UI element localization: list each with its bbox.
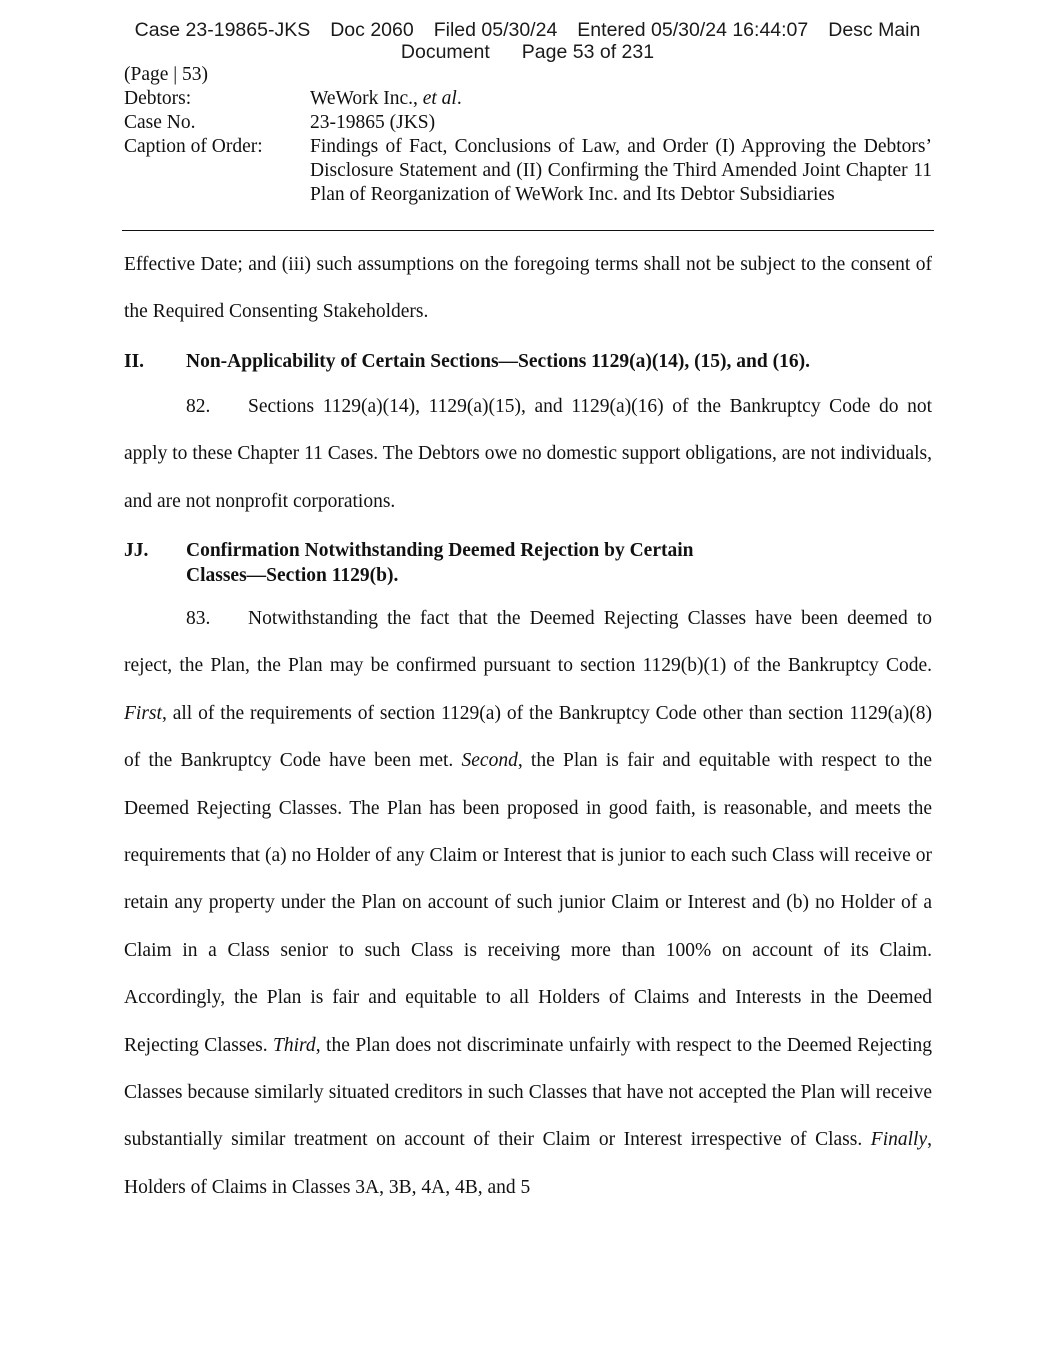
caption-order-title: Findings of Fact, Conclusions of Law, and Order (I) Approving the Debtors’ Disclosure Statement and (II) Confirming the Third Amended Joint Chapter 11 Plan of Reorganization of WeWork Inc. and Its Debtor Subsidiaries [310, 136, 932, 205]
paragraph-83-part-e: , Holders of Claims in Classes 3A, 3B, 4A, 4B, and 5 [124, 1129, 932, 1198]
paragraph-83-part-c: , the Plan is fair and equitable with respect to the Deemed Rejecting Classes. The Plan has been proposed in good faith, is reasonable, and meets the requirements that (a) no Holder of any Claim or Interest that is junior to each such Class will receive or retain any property under the Plan on account of such junior Claim or Interest and (b) no Holder of a Claim in a Class senior to such Class is receiving more than 100% on account of its Claim. Accordingly, the Plan is fair and equitable to all Holders of Claims and Interests in the Deemed Rejecting Classes. [124, 750, 932, 1056]
caption-case-no-label: Case No. [124, 112, 196, 133]
section-heading-jj-line-1: Confirmation Notwithstanding Deemed Rejection by Certain [186, 540, 694, 561]
ecf-document-label: Document [400, 41, 490, 63]
caption-debtors-value [310, 87, 932, 111]
section-heading-jj-line-2: Classes—Section 1129(b). [186, 565, 399, 586]
debtors-et-al: et al [422, 88, 457, 109]
ecf-header-line-1 [0, 19, 1055, 41]
ecf-case-number: Case 23-19865-JKS [134, 19, 311, 41]
caption-order-row [124, 135, 932, 207]
section-heading-ii-number: II. [124, 351, 145, 372]
caption-debtors-row [124, 87, 932, 111]
section-heading-ii-title: Non-Applicability of Certain Sections—Sections 1129(a)(14), (15), and (16). [186, 351, 810, 372]
ecf-filing-header [0, 19, 1055, 63]
continuation-paragraph: Effective Date; and (iii) such assumptions on the foregoing terms shall not be subject to the consent of the Required Consenting Stakeholders. [124, 254, 932, 323]
debtors-name: WeWork Inc., [310, 88, 418, 109]
caption-page-ref-row [124, 63, 932, 87]
paragraph-83-part-b: , all of the requirements of section 1129(a) of the Bankruptcy Code other than section 1129(a)(8) of the Bankruptcy Code have been met. [124, 702, 932, 772]
debtors-period: . [456, 88, 462, 109]
section-heading-jj-title [186, 538, 932, 588]
paragraph-82 [124, 383, 932, 525]
caption-divider [122, 230, 934, 231]
caption-case-no-row [124, 111, 932, 135]
ecf-page-count: Page 53 of 231 [521, 41, 655, 63]
paragraph-83-part-a: Notwithstanding the fact that the Deemed Rejecting Classes have been deemed to reject, the Plan, the Plan may be confirmed pursuant to section 1129(b)(1) of the Bankruptcy Code. [124, 608, 932, 677]
paragraph-83-finally: Finally [870, 1129, 928, 1151]
ecf-entered-date: Entered 05/30/24 16:44:07 [577, 19, 809, 41]
section-heading-ii [124, 349, 932, 374]
paragraph-82-number: 82. [186, 396, 211, 417]
section-heading-jj-number: JJ. [124, 540, 149, 561]
caption-debtors-label: Debtors: [124, 88, 192, 109]
ecf-doc-number: Doc 2060 [330, 19, 414, 41]
ecf-filed-date: Filed 05/30/24 [433, 19, 558, 41]
ecf-header-line-2 [0, 41, 1055, 63]
paragraph-83-part-d: , the Plan does not discriminate unfairly with respect to the Deemed Rejecting Classes because similarly situated creditors in such Classes that have not accepted the Plan will receive substantially similar treatment on account of their Claim or Interest irrespective of Class. [124, 1034, 932, 1151]
caption-case-no-value: 23-19865 (JKS) [310, 112, 436, 133]
caption-page-ref: (Page | 53) [124, 64, 209, 85]
caption-order-label: Caption of Order: [124, 136, 263, 157]
paragraph-83-number: 83. [186, 608, 211, 629]
paragraph-83-first: First [124, 702, 162, 724]
paragraph-83-third: Third [273, 1034, 316, 1056]
paragraph-82-text: Sections 1129(a)(14), 1129(a)(15), and 1129(a)(16) of the Bankruptcy Code do not apply to these Chapter 11 Cases. The Debtors owe no domestic support obligations, are not individuals, and are not nonprofit corporations. [124, 396, 932, 512]
section-heading-jj [124, 538, 932, 588]
paragraph-83 [124, 595, 932, 1211]
ecf-desc: Desc Main [828, 19, 921, 41]
case-caption-block [124, 63, 932, 207]
paragraph-83-second: Second [461, 750, 518, 772]
